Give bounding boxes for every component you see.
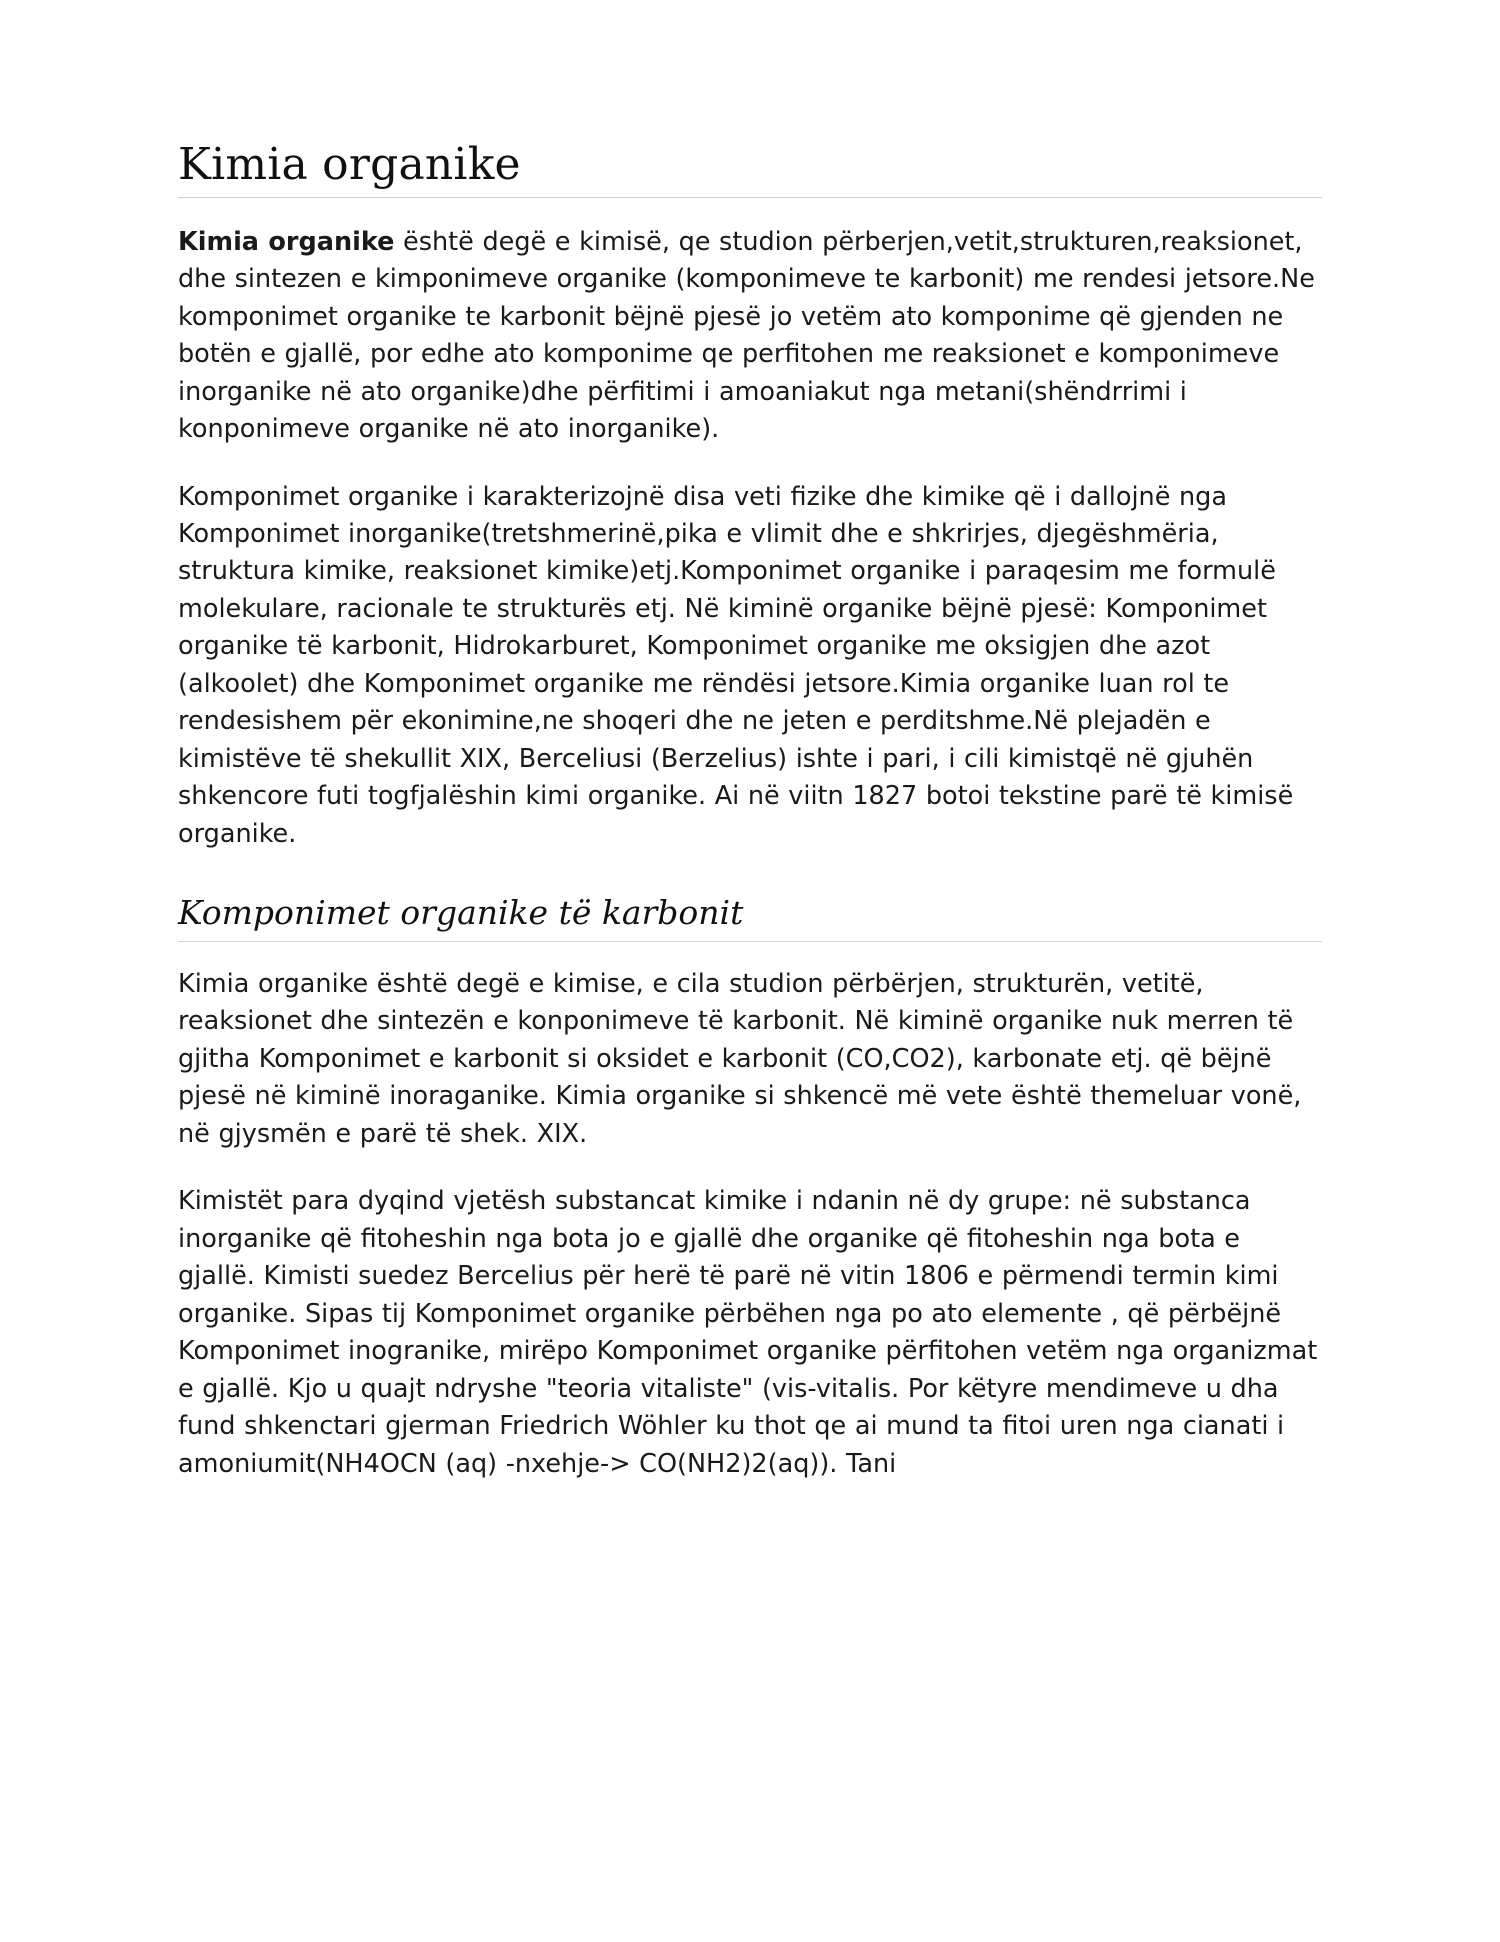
section-heading-karbonit: Komponimet organike të karbonit [178,893,744,933]
lead-term: Kimia organike [178,226,395,257]
paragraph-intro-1 [178,224,1322,449]
paragraph-text: është degë e kimisë, qe studion përberjen,vetit,strukturen,reaksionet, dhe sintezen e kimponimeve organike (komponimeve te karbonit) me rendesi jetsore.Ne komponimet organike te karbonit bëjnë pjesë jo vetëm ato komponime që gjenden ne botën e gjallë, por edhe ato komponime qe perfitohen me reaksionet e komponimeve inorganike në ato organike)dhe përfitimi i amoaniakut nga metani(shëndrrimi i konponimeve organike në ato inorganike). [178,226,1315,445]
paragraph-intro-2: Komponimet organike i karakterizojnë disa veti fizike dhe kimike që i dallojnë nga Komponimet inorganike(tretshmerinë,pika e vlimit dhe e shkrirjes, djegëshmëria, struktura kimike, reaksionet kimike)etj.Komponimet organike i paraqesim me formulë molekulare, racionale te strukturës etj. Në kiminë organike bëjnë pjesë: Komponimet organike të karbonit, Hidrokarburet, Komponimet organike me oksigjen dhe azot (alkoolet) dhe Komponimet organike me rëndësi jetsore.Kimia organike luan rol te rendesishem për ekonimine,ne shoqeri dhe ne jeten e perditshme.Në plejadën e kimistëve të shekullit XIX, Berceliusi (Berzelius) ishte i pari, i cili kimistqë në gjuhën shkencore futi togfjalëshin kimi organike. Ai në viitn 1827 botoi tekstine parë të kimisë organike. [178,481,1294,849]
page-title: Kimia organike [178,139,521,190]
paragraph-karbonit-2: Kimistët para dyqind vjetësh substancat kimike i ndanin në dy grupe: në substanca inorganike që fitoheshin nga bota jo e gjallë dhe organike që fitoheshin nga bota e gjallë. Kimisti suedez Bercelius për herë të parë në vitin 1806 e përmendi termin kimi organike. Sipas tij Komponimet organike përbëhen nga po ato elemente , që përbëjnë Komponimet inogranike, mirëpo Komponimet organike përfitohen vetëm nga organizmat e gjallë. Kjo u quajt ndryshe "teoria vitaliste" (vis-vitalis. Por këtyre mendimeve u dha fund shkenctari gjerman Friedrich Wöhler ku thot qe ai mund ta fitoi uren nga cianati i amoniumit(NH4OCN (aq) -nxehje-> CO(NH2)2(aq)). Tani [178,1186,1318,1479]
paragraph-karbonit-1: Kimia organike është degë e kimise, e cila studion përbërjen, strukturën, vetitë, reaksionet dhe sintezën e konponimeve të karbonit. Në kiminë organike nuk merren të gjitha Komponimet e karbonit si oksidet e karbonit (CO,CO2), karbonate etj. që bëjnë pjesë në kiminë inoraganike. Kimia organike si shkencë më vete është themeluar vonë, në gjysmën e parë të shek. XIX. [178,968,1302,1149]
title-divider [178,197,1322,198]
section-divider [178,941,1322,942]
